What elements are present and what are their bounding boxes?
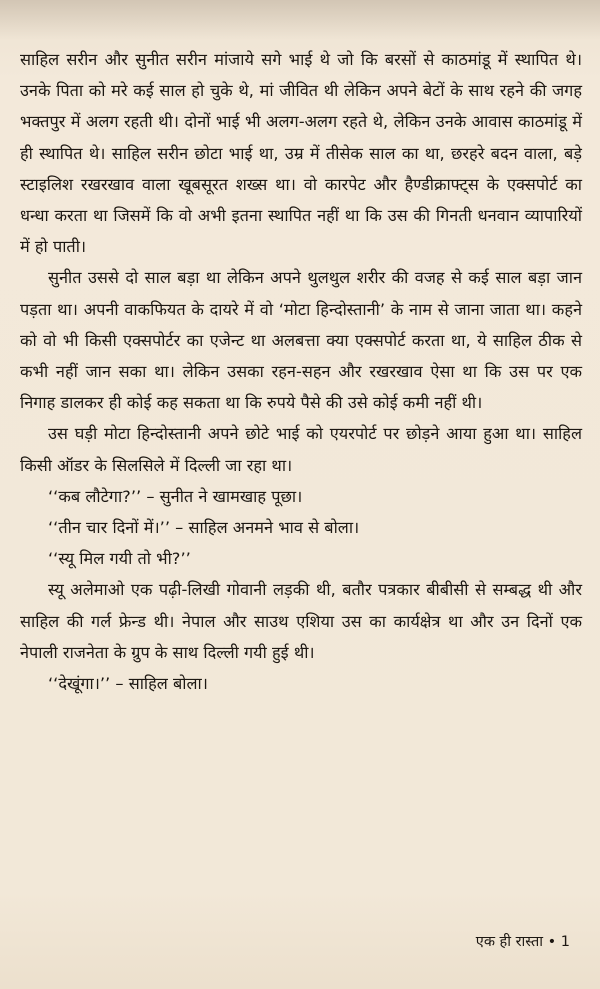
dialogue-line-2: ‘‘तीन चार दिनों में।’’ – साहिल अनमने भाव से बोला। — [48, 518, 360, 538]
book-title: एक ही रास्ता — [475, 934, 543, 950]
page-top-shadow — [0, 0, 600, 40]
paragraph-2: सुनीत उससे दो साल बड़ा था लेकिन अपने थुलथुल शरीर की वजह से कई साल बड़ा जान पड़ता था। अपनी वाकफियत के दायरे में वो ‘मोटा हिन्दोस्तानी’ के नाम से जाना जाता था। कहने को वो भी किसी एक्सपोर्टर का एजेन्ट था अलबत्ता क्या एक्सपोर्ट करता था, ये साहिल ठीक से कभी नहीं जान सका था। लेकिन उसका रहन-सहन और रखरखाव ऐसा था कि उस पर एक निगाह डालकर ही कोई कह सकता था कि रुपये पैसे की उसे कोई कमी नहीं थी। — [20, 268, 582, 413]
paragraph-3: उस घड़ी मोटा हिन्दोस्तानी अपने छोटे भाई को एयरपोर्ट पर छोड़ने आया हुआ था। साहिल किसी ऑडर के सिलसिले में दिल्ली जा रहा था। — [20, 424, 582, 475]
dialogue-line-4: ‘‘देखूंगा।’’ – साहिल बोला। — [48, 674, 208, 694]
footer-separator: • — [547, 934, 557, 950]
page-number: 1 — [560, 934, 570, 950]
paragraph-1: साहिल सरीन और सुनीत सरीन मांजाये सगे भाई थे जो कि बरसों से काठमांडू में स्थापित थे। उनके पिता को मरे कई साल हो चुके थे, मां जीवित थी लेकिन अपने बेटों के साथ रहने की जगह भक्तपुर में अलग रहती थी। दोनों भाई भी अलग-अलग रहते थे, लेकिन उनके आवास काठमांडू में ही स्थापित थे। साहिल सरीन छोटा भाई था, उम्र में तीसेक साल का था, छरहरे बदन वाला, बड़े स्टाइलिश रखरखाव वाला खूबसूरत शख्स था। वो कारपेट और हैण्डीक्राफ्ट्स के एक्सपोर्ट का धन्धा करता था जिसमें कि वो अभी इतना स्थापित नहीं था कि उस की गिनती धनवान व्यापारियों में हो पाती। — [20, 50, 582, 257]
dialogue-line-1: ‘‘कब लौटेगा?’’ – सुनीत ने खामखाह पूछा। — [48, 486, 303, 506]
body-text — [20, 44, 582, 699]
paragraph-4: स्यू अलेमाओ एक पढ़ी-लिखी गोवानी लड़की थी, बतौर पत्रकार बीबीसी से सम्बद्ध थी और साहिल की गर्ल फ्रेन्ड थी। नेपाल और साउथ एशिया उस का कार्यक्षेत्र था और उन दिनों एक नेपाली राजनेता के ग्रुप के साथ दिल्ली गयी हुई थी। — [20, 580, 582, 662]
page-footer — [476, 931, 570, 951]
dialogue-line-3: ‘‘स्यू मिल गयी तो भी?’’ — [48, 549, 191, 569]
